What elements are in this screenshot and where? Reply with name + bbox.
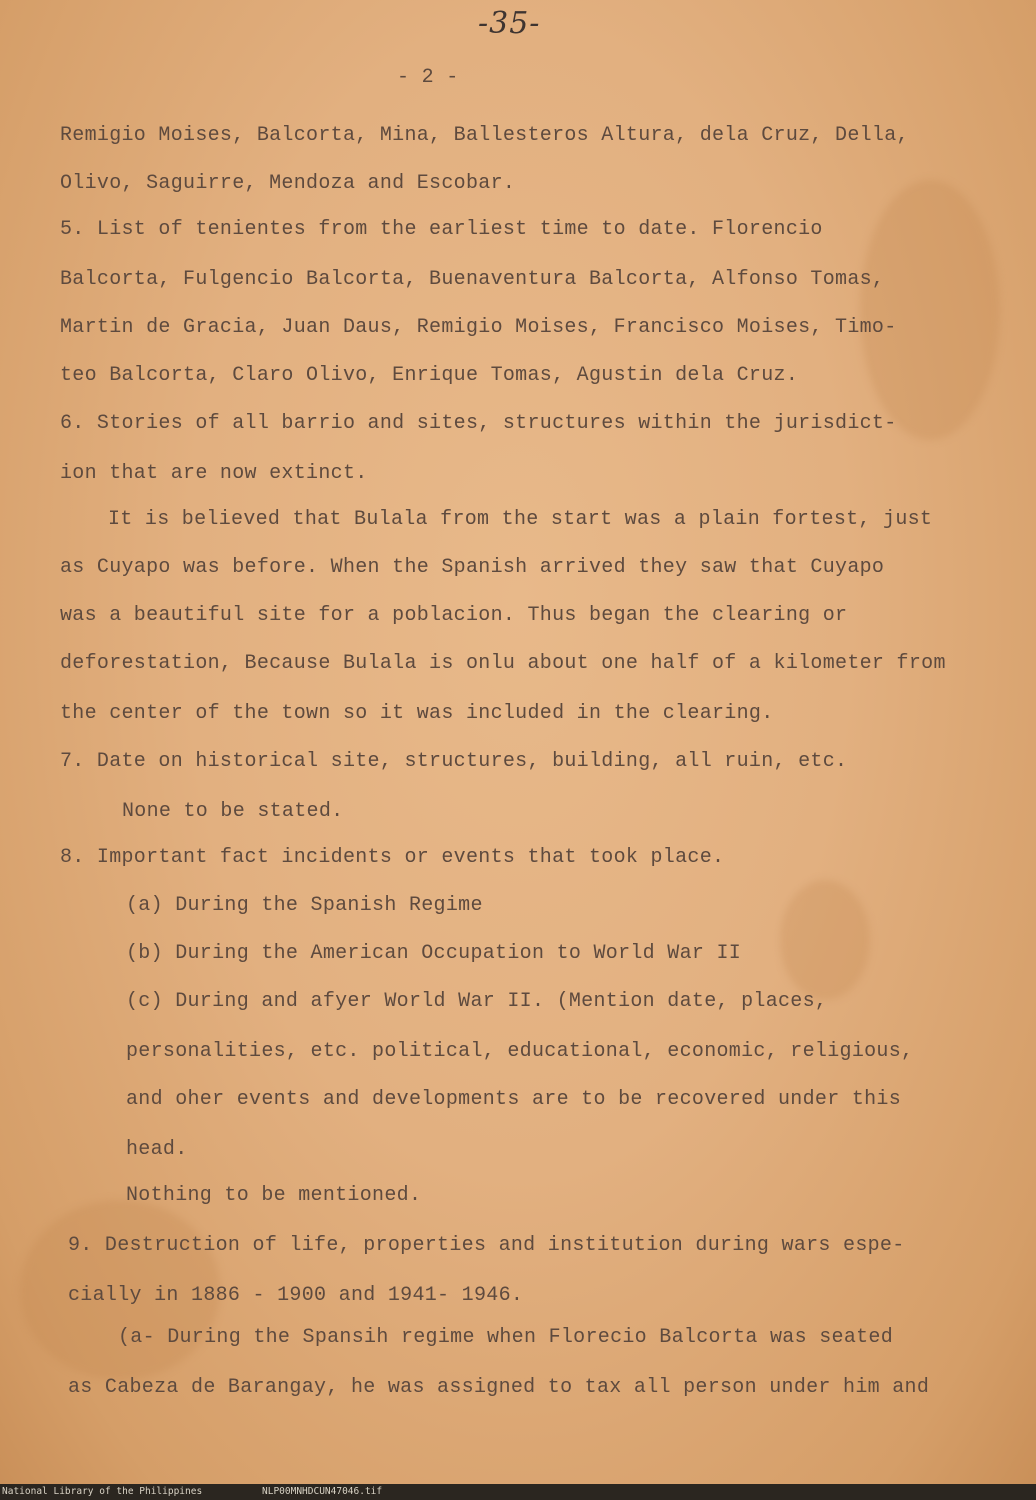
text-line: 5. List of tenientes from the earliest time to date. Florencio: [60, 218, 823, 241]
text-line: Martin de Gracia, Juan Daus, Remigio Moises, Francisco Moises, Timo-: [60, 316, 897, 339]
handwritten-page-mark: -35-: [478, 6, 541, 41]
text-line: None to be stated.: [122, 800, 344, 823]
text-line: (a- During the Spansih regime when Florecio Balcorta was seated: [118, 1326, 894, 1349]
text-line: 8. Important fact incidents or events that took place.: [60, 846, 725, 869]
text-line: (a) During the Spanish Regime: [126, 894, 483, 917]
text-line: ion that are now extinct.: [60, 462, 368, 485]
text-line: 9. Destruction of life, properties and institution during wars espe-: [68, 1234, 905, 1257]
text-line: deforestation, Because Bulala is onlu about one half of a kilometer from: [60, 652, 946, 675]
text-line: head.: [126, 1138, 188, 1161]
text-line: Olivo, Saguirre, Mendoza and Escobar.: [60, 172, 516, 195]
paper-stain: [860, 180, 1000, 440]
text-line: (b) During the American Occupation to World War II: [126, 942, 742, 965]
text-line: (c) During and afyer World War II. (Mention date, places,: [126, 990, 828, 1013]
text-line: as Cabeza de Barangay, he was assigned to tax all person under him and: [68, 1376, 930, 1399]
footer-filename: NLP00MNHDCUN47046.tif: [262, 1486, 383, 1497]
text-line: and oher events and developments are to be recovered under this: [126, 1088, 902, 1111]
text-line: Remigio Moises, Balcorta, Mina, Ballesteros Altura, dela Cruz, Della,: [60, 124, 909, 147]
archive-footer: [0, 1484, 1036, 1500]
text-line: 6. Stories of all barrio and sites, structures within the jurisdict-: [60, 412, 897, 435]
text-line: the center of the town so it was included in the clearing.: [60, 702, 774, 725]
text-line: 7. Date on historical site, structures, building, all ruin, etc.: [60, 750, 848, 773]
text-line: as Cuyapo was before. When the Spanish arrived they saw that Cuyapo: [60, 556, 885, 579]
text-line: It is believed that Bulala from the start was a plain fortest, just: [108, 508, 933, 531]
text-line: cially in 1886 - 1900 and 1941- 1946.: [68, 1284, 524, 1307]
footer-library: National Library of the Philippines: [2, 1486, 203, 1497]
page-number: - 2 -: [397, 66, 459, 89]
text-line: Nothing to be mentioned.: [126, 1184, 422, 1207]
text-line: personalities, etc. political, educational, economic, religious,: [126, 1040, 914, 1063]
text-line: Balcorta, Fulgencio Balcorta, Buenaventura Balcorta, Alfonso Tomas,: [60, 268, 885, 291]
text-line: teo Balcorta, Claro Olivo, Enrique Tomas, Agustin dela Cruz.: [60, 364, 799, 387]
paper-stain: [780, 880, 870, 1000]
text-line: was a beautiful site for a poblacion. Thus began the clearing or: [60, 604, 848, 627]
